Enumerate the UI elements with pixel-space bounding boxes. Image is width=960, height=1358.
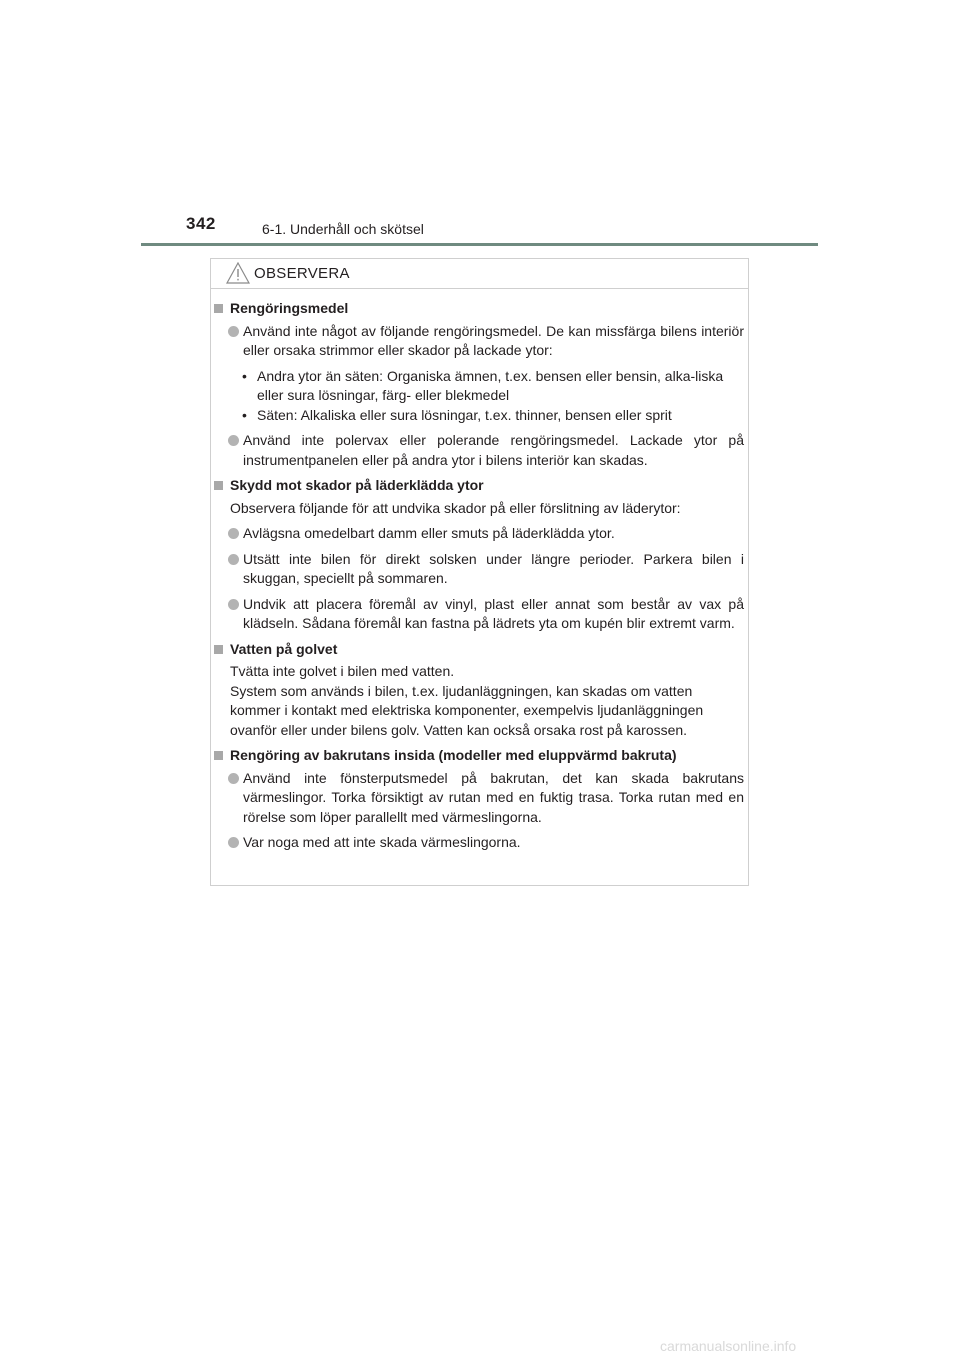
- circle-bullet-icon: [228, 773, 239, 784]
- square-bullet-icon: [214, 751, 223, 760]
- square-bullet-icon: [214, 304, 223, 313]
- notice-header: [211, 259, 748, 289]
- notice-box: [210, 258, 749, 886]
- paragraph: System som används i bilen, t.ex. ljudanläggningen, kan skadas om vatten kommer i kontakt med elektriska komponenter, exempelvis ljudanläggningen ovanför eller under bilens golv. Vatten kan också orsaka rost på karossen.: [230, 682, 704, 738]
- circle-bullet-icon: [228, 326, 239, 337]
- sub-list-item: • Andra ytor än säten: Organiska ämnen, t.ex. bensen eller bensin, alka-liska eller sura lösningar, färg- eller blekmedel: [242, 367, 724, 403]
- list-item: Använd inte något av följande rengöringsmedel. De kan missfärga bilens interiör eller orsaka strimmor eller skador på lackade ytor:: [211, 322, 750, 361]
- circle-bullet-icon: [228, 528, 239, 539]
- list-item: Avlägsna omedelbart damm eller smuts på läderklädda ytor.: [211, 524, 750, 544]
- list-item: Utsätt inte bilen för direkt solsken under längre perioder. Parkera bilen i skuggan, speciellt på sommaren.: [211, 550, 750, 589]
- section-heading: Rengöring av bakrutans insida (modeller med eluppvärmd bakruta): [211, 746, 750, 766]
- square-bullet-icon: [214, 481, 223, 490]
- section-heading: Skydd mot skador på läderklädda ytor: [211, 476, 750, 496]
- list-item: Var noga med att inte skada värmeslingorna.: [211, 833, 750, 853]
- circle-bullet-icon: [228, 599, 239, 610]
- notice-content: [211, 299, 750, 859]
- page-number: 342: [186, 214, 216, 233]
- sub-list-item: • Säten: Alkaliska eller sura lösningar, t.ex. thinner, bensen eller sprit: [242, 406, 672, 423]
- header-rule: [141, 243, 818, 246]
- list-item: Undvik att placera föremål av vinyl, plast eller annat som består av vax på klädseln. Sådana föremål kan fastna på lädrets yta om kupén blir extremt varm.: [211, 595, 750, 634]
- warning-triangle-icon: [226, 262, 250, 284]
- list-item: Använd inte polervax eller polerande rengöringsmedel. Lackade ytor på instrumentpanelen eller på andra ytor i bilens interiör kan skadas.: [211, 431, 750, 470]
- notice-title: OBSERVERA: [254, 265, 350, 282]
- watermark: carmanualsonline.info: [660, 1338, 797, 1354]
- section-heading: Vatten på golvet: [211, 640, 750, 660]
- circle-bullet-icon: [228, 435, 239, 446]
- square-bullet-icon: [214, 645, 223, 654]
- paragraph: Observera följande för att undvika skador på eller förslitning av läderytor:: [230, 499, 681, 516]
- paragraph: Tvätta inte golvet i bilen med vatten.: [230, 663, 455, 679]
- list-item: Använd inte fönsterputsmedel på bakrutan, det kan skada bakrutans värmeslingor. Torka försiktigt av rutan med en fuktig trasa. Torka rutan med en rörelse som löper parallellt med värmeslingorna.: [211, 769, 750, 828]
- section-heading: Rengöringsmedel: [211, 299, 750, 319]
- section-title: 6-1. Underhåll och skötsel: [262, 221, 424, 237]
- circle-bullet-icon: [228, 554, 239, 565]
- circle-bullet-icon: [228, 837, 239, 848]
